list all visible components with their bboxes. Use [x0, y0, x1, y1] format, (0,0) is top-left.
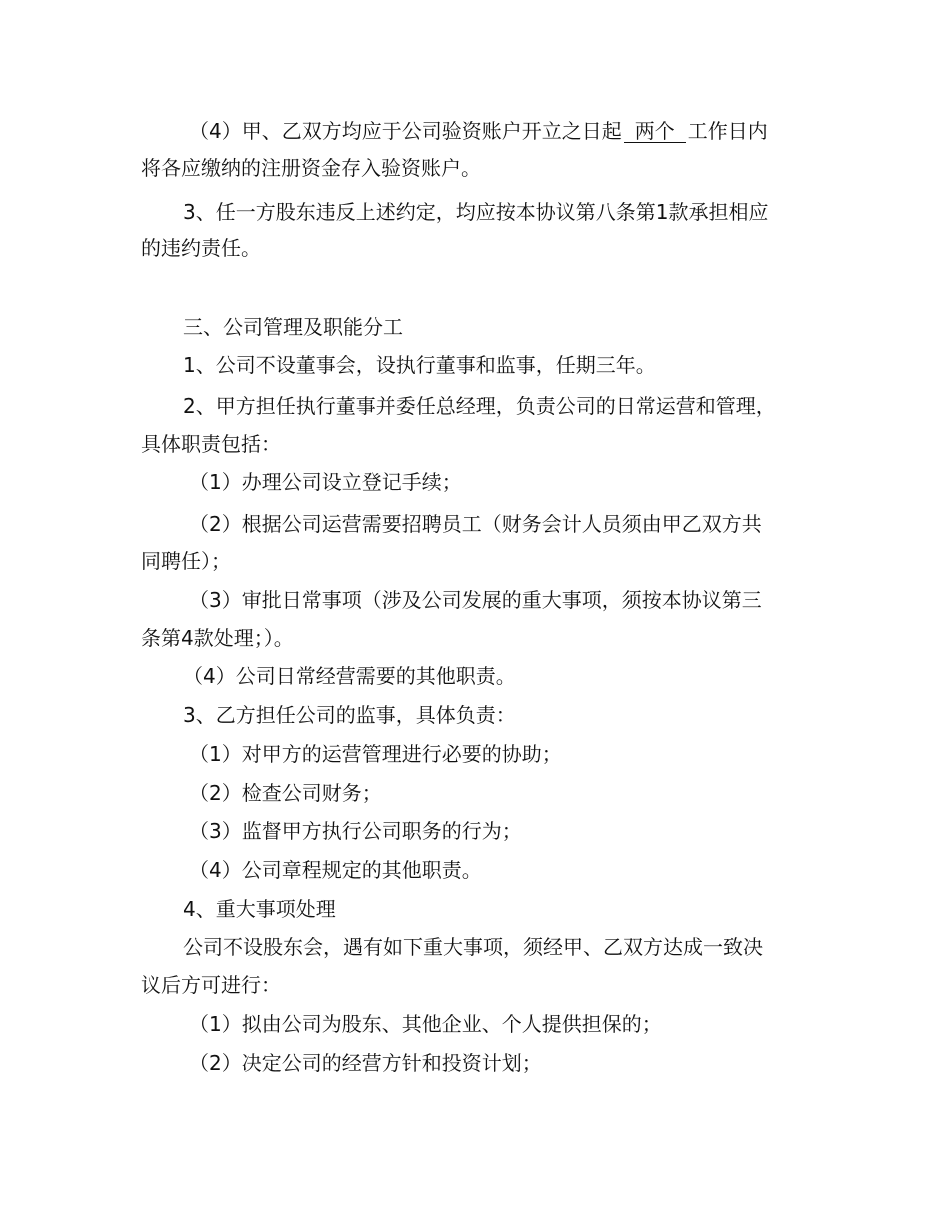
section-heading: 三、公司管理及职能分工 [183, 315, 403, 339]
paragraph-line: 的违约责任。 [141, 236, 261, 260]
list-item: （1）拟由公司为股东、其他企业、个人提供担保的； [189, 1012, 662, 1036]
paragraph-line: 3、乙方担任公司的监事，具体负责： [183, 703, 516, 727]
paragraph-line [189, 118, 768, 144]
list-item: （2）检查公司财务； [189, 781, 382, 805]
list-item: （2）决定公司的经营方针和投资计划； [189, 1051, 542, 1075]
list-item: （1）对甲方的运营管理进行必要的协助； [189, 742, 562, 766]
list-item: （4）公司日常经营需要的其他职责。 [183, 664, 516, 688]
list-item: （3）审批日常事项（涉及公司发展的重大事项，须按本协议第三 [189, 588, 762, 612]
paragraph-line: 具体职责包括： [141, 432, 281, 456]
paragraph-line: 1、公司不设董事会，设执行董事和监事，任期三年。 [183, 353, 656, 377]
paragraph-line: 4、重大事项处理 [183, 897, 336, 921]
list-item: （1）办理公司设立登记手续； [189, 470, 462, 494]
paragraph-line: 同聘任）； [141, 549, 231, 573]
paragraph-line: 2、甲方担任执行董事并委任总经理，负责公司的日常运营和管理， [183, 394, 776, 418]
text-segment: 工作日内 [687, 119, 768, 143]
list-item: （3）监督甲方执行公司职务的行为； [189, 819, 522, 843]
list-item: （4）公司章程规定的其他职责。 [189, 858, 482, 882]
filled-blank: 两个 [624, 120, 686, 143]
paragraph-line: 将各应缴纳的注册资金存入验资账户。 [141, 156, 481, 180]
list-item: （2）根据公司运营需要招聘员工（财务会计人员须由甲乙双方共 [189, 512, 762, 536]
paragraph-line: 公司不设股东会，遇有如下重大事项，须经甲、乙双方达成一致决 [183, 935, 763, 959]
text-segment: （4）甲、乙双方均应于公司验资账户开立之日起 [189, 119, 622, 143]
paragraph-line: 议后方可进行： [141, 973, 281, 997]
paragraph-line: 条第4款处理；）。 [141, 626, 294, 650]
paragraph-line: 3、任一方股东违反上述约定，均应按本协议第八条第1款承担相应 [183, 200, 769, 224]
